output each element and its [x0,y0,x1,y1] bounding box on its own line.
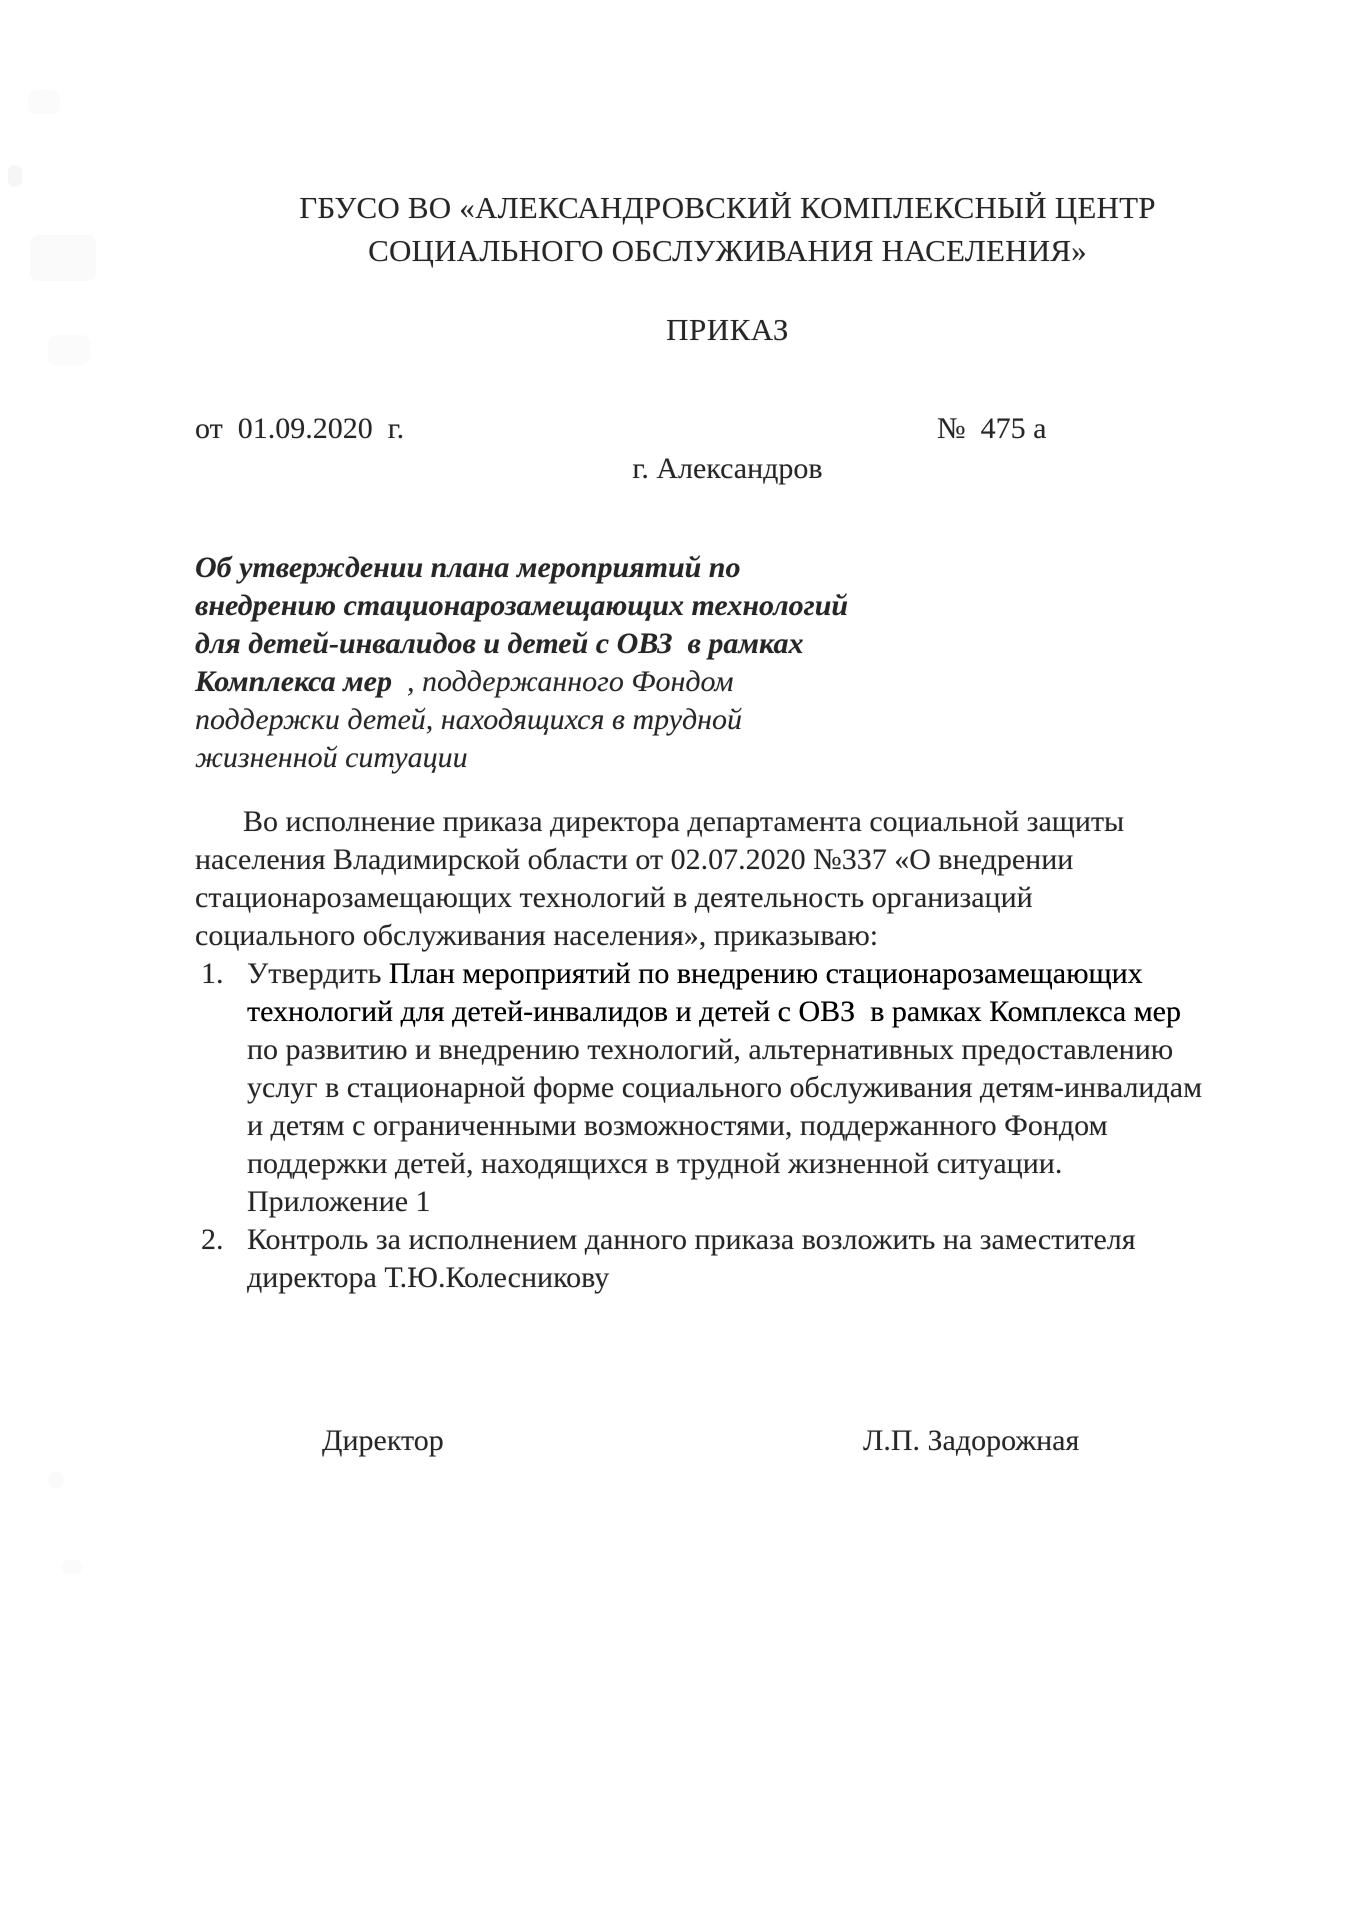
order-number: № 475 а [937,412,1047,445]
org-name-line2: СОЦИАЛЬНОГО ОБСЛУЖИВАНИЯ НАСЕЛЕНИЯ» [368,233,1087,268]
subject-line: Об утверждении плана мероприятий по [195,551,741,584]
list-item [195,1221,1202,1297]
scan-artifact [48,335,90,365]
list-item-number: 2. [201,1223,224,1256]
list-item-text [247,955,1202,1221]
scan-artifact [30,235,96,281]
order-date: от 01.09.2020 г. [195,412,405,445]
intro-line: социального обслуживания населения», приказываю: [195,919,879,952]
intro-line: стационарозамещающих технологий в деятельность организаций [195,881,1033,914]
list-item-number: 1. [201,957,224,990]
list-line: директора Т.Ю.Колесникову [247,1261,610,1294]
list-item [195,955,1202,1221]
signature-name: Л.П. Задорожная [863,1424,1080,1457]
intro-line: Во исполнение приказа директора департамента социальной защиты [243,805,1125,838]
subject-line: поддержки детей, находящихся в трудной [195,703,743,736]
subject-block [195,549,848,777]
subject-line: внедрению стационарозамещающих технологий [195,589,849,622]
org-name-line1: ГБУСО ВО «АЛЕКСАНДРОВСКИЙ КОМПЛЕКСНЫЙ ЦЕНТР [299,190,1156,225]
intro-line: населения Владимирской области от 02.07.2020 №337 «О внедрении [195,843,1074,876]
list-line: поддержки детей, находящихся в трудной жизненной ситуации. [247,1147,1063,1180]
subject-line: для детей-инвалидов и детей с ОВЗ в рамках [195,627,804,660]
list-line: по развитию и внедрению технологий, альтернативных предоставлению [247,1033,1174,1066]
signature-role: Директор [322,1424,444,1457]
list-item-text [247,1221,1136,1297]
scan-artifact [28,90,60,114]
subject-line: Комплекса мер , поддержанного Фондом [195,665,734,698]
list-line: услуг в стационарной форме социального обслуживания детям-инвалидам [247,1071,1203,1104]
scan-artifact [48,1472,64,1488]
list-line: технологий для детей-инвалидов и детей с ОВЗ в рамках Комплекса мер [247,995,1181,1028]
org-name [160,186,1295,272]
body-text [195,803,1202,1297]
list-line: Контроль за исполнением данного приказа возложить на заместителя [247,1223,1136,1256]
subject-line: жизненной ситуации [195,741,468,774]
list-line: Утвердить План мероприятий по внедрению стационарозамещающих [247,957,1143,990]
list-line: Приложение 1 [247,1185,431,1218]
order-city: г. Александров [632,452,823,485]
document-title: ПРИКАЗ [666,312,789,347]
scan-artifact [62,1560,82,1574]
list-line: и детям с ограниченными возможностями, поддержанного Фондом [247,1109,1108,1142]
scan-artifact [8,165,22,187]
